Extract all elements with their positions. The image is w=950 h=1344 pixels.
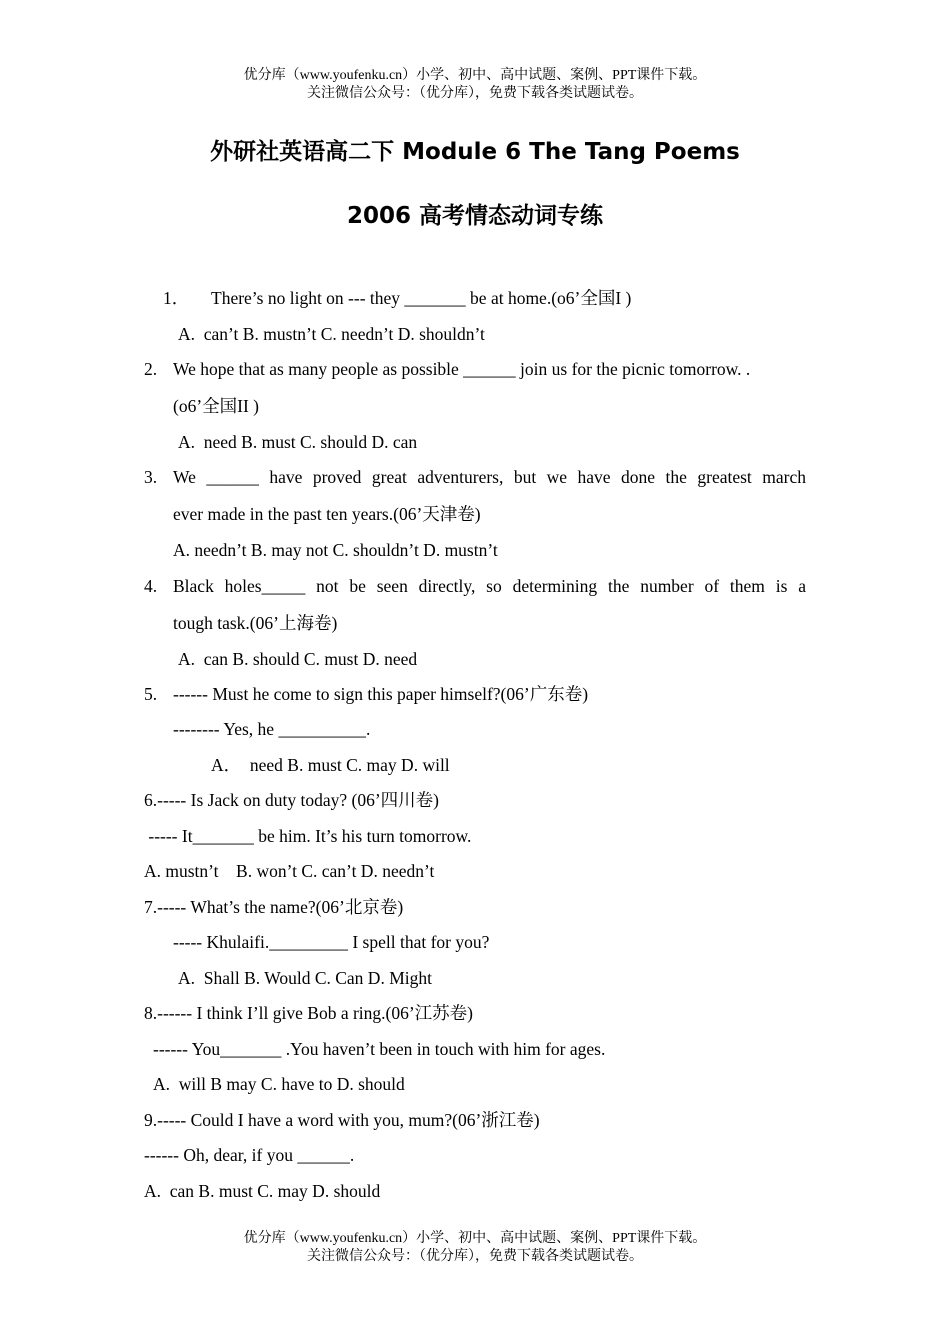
question-2-stem-line-1: We hope that as many people as possible ______ join us for the picnic tomorrow. . [173,359,751,379]
question-2-stem-line-2: (o6’全国II ) [173,396,260,416]
question-1-number: 1． [163,288,190,308]
question-1-options: A. can’t B. mustn’t C. needn’t D. shouldn’t [178,324,485,344]
question-3-stem-line-1: We ______ have proved great adventurers, but we have done the greatest march [173,467,806,487]
question-9-stem-line-2: ------ Oh, dear, if you ______. [144,1145,355,1165]
question-1-stem: There’s no light on --- they _______ be at home.(o6’全国I ) [211,288,632,308]
question-9-stem-line-1: 9.----- Could I have a word with you, mum?(06’浙江卷) [144,1110,540,1130]
question-6-stem-line-2: ----- It_______ be him. It’s his turn tomorrow. [144,826,472,846]
question-6-stem-line-1: 6.----- Is Jack on duty today? (06’四川卷) [144,790,439,810]
document-title: 外研社英语高二下 Module 6 The Tang Poems [210,139,740,165]
question-3-options: A. needn’t B. may not C. shouldn’t D. mustn’t [173,540,498,560]
header-line-1: 优分库（www.youfenku.cn）小学、初中、高中试题、案例、PPT课件下载。 [243,68,707,83]
question-4-stem-line-2: tough task.(06’上海卷) [173,613,338,633]
question-4-options: A. can B. should C. must D. need [178,649,418,669]
question-7-options: A. Shall B. Would C. Can D. Might [178,968,432,988]
question-8-options: A. will B may C. have to D. should [153,1074,405,1094]
footer-line-2: 关注微信公众号：（优分库），免费下载各类试题试卷。 [307,1249,643,1264]
footer-line-1: 优分库（www.youfenku.cn）小学、初中、高中试题、案例、PPT课件下载。 [243,1231,707,1246]
question-5-stem-line-2: -------- Yes, he __________. [173,719,371,739]
question-2-options: A. need B. must C. should D. can [178,432,418,452]
document-subtitle: 2006 高考情态动词专练 [346,203,604,229]
question-5-stem-line-1: ------ Must he come to sign this paper himself?(06’广东卷) [173,684,589,704]
question-8-stem-line-2: ------ You_______ .You haven’t been in touch with him for ages. [153,1039,606,1059]
question-3-stem-line-2: ever made in the past ten years.(06’天津卷) [173,504,481,524]
question-2-number: 2. [144,359,158,379]
question-9-options: A. can B. must C. may D. should [144,1181,381,1201]
question-4-stem-line-1: Black holes_____ not be seen directly, so determining the number of them is a [173,576,806,596]
page-header [0,67,950,103]
question-4-number: 4. [144,576,158,596]
question-7-stem-line-1: 7.----- What’s the name?(06’北京卷) [144,897,404,917]
question-5-options: A． need B. must C. may D. will [211,755,450,775]
question-7-stem-line-2: ----- Khulaifi._________ I spell that for you? [173,932,490,952]
header-line-2: 关注微信公众号：（优分库），免费下载各类试题试卷。 [307,86,643,101]
question-3-number: 3. [144,467,158,487]
question-5-number: 5. [144,684,158,704]
page-footer [0,1230,950,1266]
question-8-stem-line-1: 8.------ I think I’ll give Bob a ring.(06’江苏卷) [144,1003,474,1023]
question-6-options: A. mustn’t B. won’t C. can’t D. needn’t [144,861,435,881]
